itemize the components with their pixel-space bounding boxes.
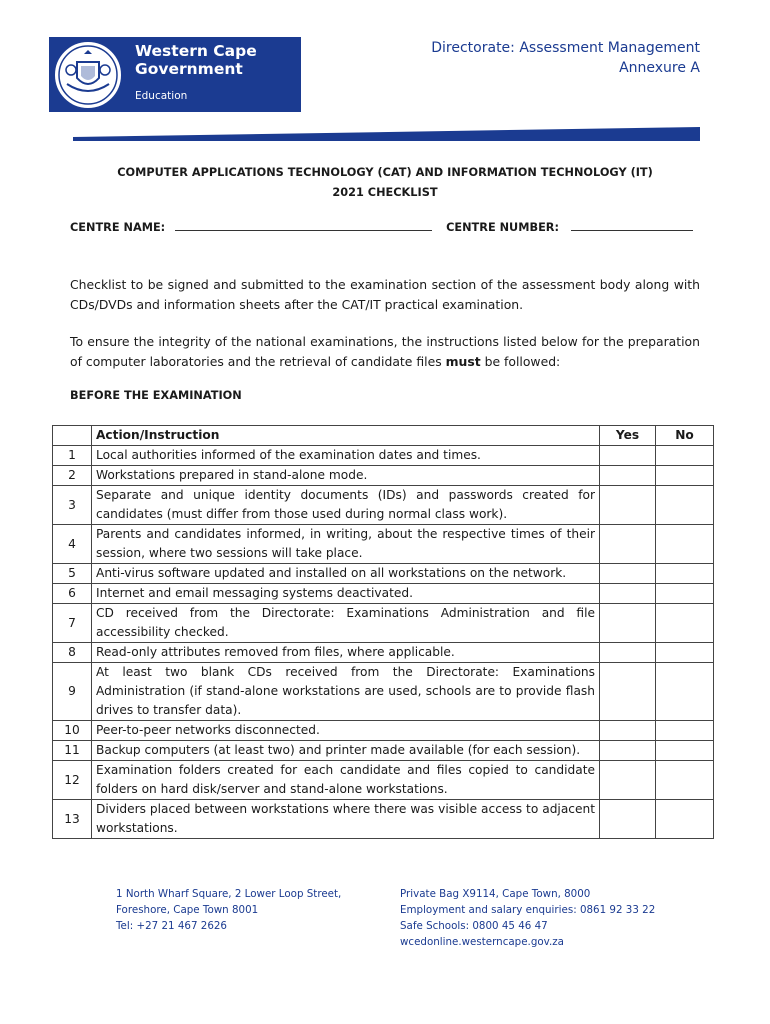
footer-left-line: Foreshore, Cape Town 8001 — [116, 904, 259, 916]
no-checkbox-cell[interactable] — [656, 604, 714, 643]
row-number: 10 — [53, 721, 92, 741]
title-line-1: COMPUTER APPLICATIONS TECHNOLOGY (CAT) AND INFORMATION TECHNOLOGY (IT) — [117, 166, 653, 179]
row-instruction: Local authorities informed of the examination dates and times. — [92, 446, 600, 466]
no-checkbox-cell[interactable] — [656, 741, 714, 761]
header-action: Action/Instruction — [92, 426, 600, 446]
yes-checkbox-cell[interactable] — [600, 800, 656, 839]
table-row — [53, 721, 714, 741]
yes-checkbox-cell[interactable] — [600, 446, 656, 466]
table-row — [53, 741, 714, 761]
no-checkbox-cell[interactable] — [656, 584, 714, 604]
header-yes: Yes — [600, 426, 656, 446]
row-number: 3 — [53, 486, 92, 525]
no-checkbox-cell[interactable] — [656, 721, 714, 741]
footer-left-line: Tel: +27 21 467 2626 — [116, 920, 227, 932]
yes-checkbox-cell[interactable] — [600, 761, 656, 800]
row-instruction: Separate and unique identity documents (IDs) and passwords created for candidates (must differ from those used during normal class work). — [92, 486, 600, 525]
checklist-table — [52, 425, 714, 839]
row-number: 4 — [53, 525, 92, 564]
header-right — [431, 38, 700, 78]
row-number: 2 — [53, 466, 92, 486]
table-row — [53, 761, 714, 800]
table-row — [53, 564, 714, 584]
row-instruction: CD received from the Directorate: Examinations Administration and file accessibility checked. — [92, 604, 600, 643]
header-num-cell — [53, 426, 92, 446]
row-number: 8 — [53, 643, 92, 663]
row-instruction: Anti-virus software updated and installed on all workstations on the network. — [92, 564, 600, 584]
title-line-2: 2021 CHECKLIST — [332, 186, 438, 199]
table-row — [53, 800, 714, 839]
no-checkbox-cell[interactable] — [656, 486, 714, 525]
footer-website-link[interactable]: wcedonline.westerncape.gov.za — [400, 936, 564, 948]
footer-left-line: 1 North Wharf Square, 2 Lower Loop Street, — [116, 888, 342, 900]
coat-of-arms-icon — [55, 42, 121, 108]
row-instruction: Parents and candidates informed, in writing, about the respective times of their session, where two sessions will take place. — [92, 525, 600, 564]
row-number: 5 — [53, 564, 92, 584]
row-instruction: At least two blank CDs received from the Directorate: Examinations Administration (if stand-alone workstations are used, schools are to provide flash drives to transfer data). — [92, 663, 600, 721]
table-row — [53, 604, 714, 643]
yes-checkbox-cell[interactable] — [600, 525, 656, 564]
row-number: 1 — [53, 446, 92, 466]
row-number: 9 — [53, 663, 92, 721]
row-number: 12 — [53, 761, 92, 800]
annexure-label: Annexure A — [619, 60, 700, 76]
yes-checkbox-cell[interactable] — [600, 486, 656, 525]
intro-p2-end: be followed: — [480, 353, 561, 369]
yes-checkbox-cell[interactable] — [600, 741, 656, 761]
no-checkbox-cell[interactable] — [656, 446, 714, 466]
row-instruction: Read-only attributes removed from files, where applicable. — [92, 643, 600, 663]
intro-p2-text: To ensure the integrity of the national examinations, the instructions listed below for the preparation of computer laboratories and the retrieval of candidate files — [70, 334, 700, 369]
table-row — [53, 584, 714, 604]
document-title — [70, 163, 700, 203]
footer-right-line: Employment and salary enquiries: 0861 92 33 22 — [400, 904, 656, 916]
table-row — [53, 446, 714, 466]
row-instruction: Peer-to-peer networks disconnected. — [92, 721, 600, 741]
footer-address — [116, 886, 341, 934]
logo-line-2: Government — [135, 60, 243, 78]
row-number: 7 — [53, 604, 92, 643]
yes-checkbox-cell[interactable] — [600, 643, 656, 663]
intro-p2-bold: must — [445, 353, 481, 369]
yes-checkbox-cell[interactable] — [600, 584, 656, 604]
no-checkbox-cell[interactable] — [656, 466, 714, 486]
logo-line-3: Education — [135, 90, 188, 102]
yes-checkbox-cell[interactable] — [600, 466, 656, 486]
centre-name-field[interactable] — [175, 220, 432, 231]
footer-right-line: Private Bag X9114, Cape Town, 8000 — [400, 888, 591, 900]
table-row — [53, 486, 714, 525]
intro-paragraph-1: Checklist to be signed and submitted to the examination section of the assessment body along with CDs/DVDs and information sheets after the CAT/IT practical examination. — [70, 277, 700, 312]
row-instruction: Examination folders created for each candidate and files copied to candidate folders on hard disk/server and stand-alone workstations. — [92, 761, 600, 800]
footer-contacts — [400, 886, 655, 950]
centre-name-label: CENTRE NAME: — [70, 221, 166, 234]
no-checkbox-cell[interactable] — [656, 800, 714, 839]
centre-fields — [70, 219, 702, 237]
footer-right-line: Safe Schools: 0800 45 46 47 — [400, 920, 548, 932]
table-header-row — [53, 426, 714, 446]
table-row — [53, 643, 714, 663]
yes-checkbox-cell[interactable] — [600, 564, 656, 584]
centre-number-field[interactable] — [571, 220, 693, 231]
table-row — [53, 525, 714, 564]
yes-checkbox-cell[interactable] — [600, 604, 656, 643]
no-checkbox-cell[interactable] — [656, 663, 714, 721]
section-heading: BEFORE THE EXAMINATION — [70, 389, 242, 402]
yes-checkbox-cell[interactable] — [600, 721, 656, 741]
row-number: 11 — [53, 741, 92, 761]
centre-number-label: CENTRE NUMBER: — [446, 221, 560, 234]
wcg-logo — [49, 37, 301, 112]
row-instruction: Internet and email messaging systems deactivated. — [92, 584, 600, 604]
row-number: 6 — [53, 584, 92, 604]
intro-paragraph-2 — [70, 332, 700, 371]
row-instruction: Dividers placed between workstations where there was visible access to adjacent workstations. — [92, 800, 600, 839]
table-row — [53, 466, 714, 486]
directorate-label: Directorate: Assessment Management — [431, 40, 700, 56]
no-checkbox-cell[interactable] — [656, 761, 714, 800]
logo-line-1: Western Cape — [135, 42, 257, 60]
no-checkbox-cell[interactable] — [656, 525, 714, 564]
table-row — [53, 663, 714, 721]
row-instruction: Backup computers (at least two) and printer made available (for each session). — [92, 741, 600, 761]
row-number: 13 — [53, 800, 92, 839]
no-checkbox-cell[interactable] — [656, 564, 714, 584]
no-checkbox-cell[interactable] — [656, 643, 714, 663]
header-no: No — [656, 426, 714, 446]
header-rule — [73, 127, 700, 141]
row-instruction: Workstations prepared in stand-alone mode. — [92, 466, 600, 486]
yes-checkbox-cell[interactable] — [600, 663, 656, 721]
